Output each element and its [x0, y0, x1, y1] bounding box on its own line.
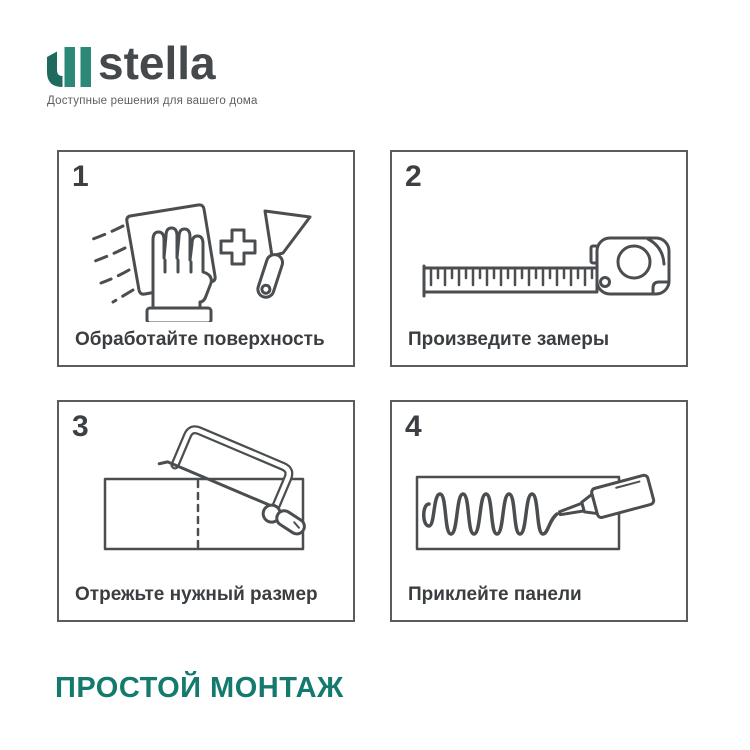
step-panel-2 [390, 150, 688, 367]
step-number: 4 [405, 410, 422, 443]
wipe-cloth-hand-plus-spatula-icon [87, 196, 337, 322]
step-number: 2 [405, 160, 422, 193]
step-panel-3 [57, 400, 355, 622]
step-caption: Обработайте поверхность [75, 329, 325, 350]
brand-name: stella [98, 37, 216, 89]
tape-measure-icon [417, 230, 672, 306]
glue-tube-on-panel-icon [407, 460, 677, 572]
step-caption: Приклейте панели [408, 584, 582, 605]
step-panel-1 [57, 150, 355, 367]
hacksaw-cutting-panel-icon [77, 420, 337, 602]
stella-logo-icon [45, 45, 91, 91]
footer-title: ПРОСТОЙ МОНТАЖ [55, 672, 344, 704]
step-caption: Отрежьте нужный размер [75, 584, 318, 605]
step-caption: Произведите замеры [408, 329, 610, 350]
step-number: 3 [72, 410, 89, 443]
brand-tagline: Доступные решения для вашего дома [47, 95, 258, 107]
step-panel-4 [390, 400, 688, 622]
step-number: 1 [72, 160, 89, 193]
